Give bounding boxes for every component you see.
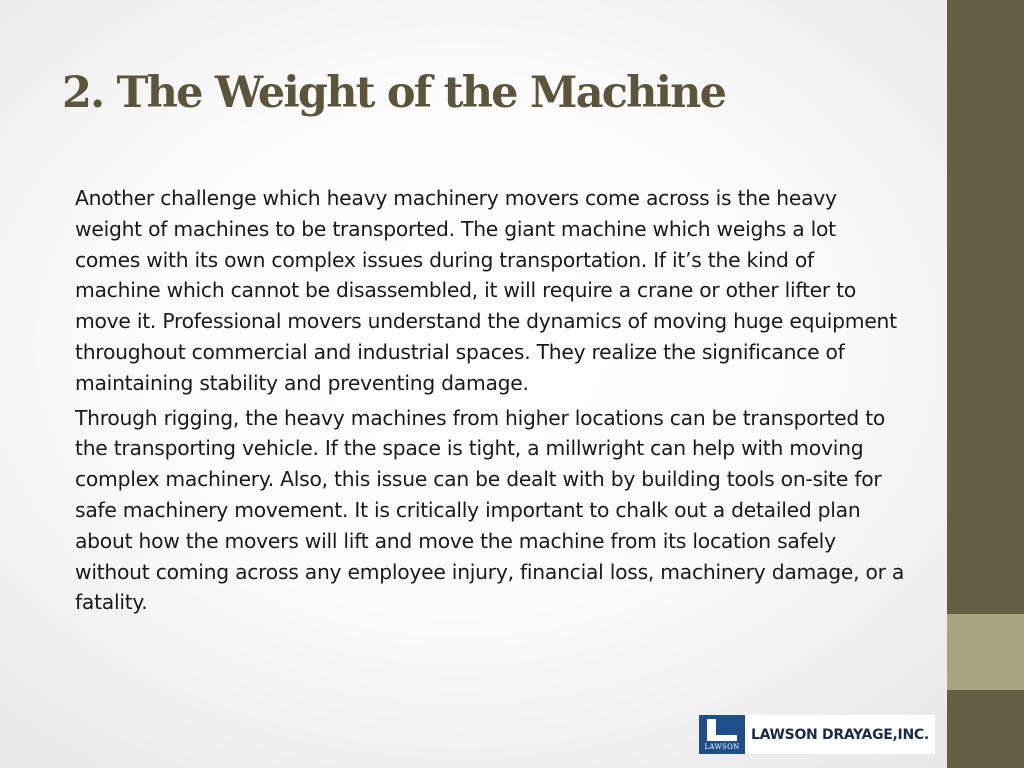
company-logo (699, 715, 935, 754)
company-name: LAWSON DRAYAGE,INC. (751, 726, 929, 743)
slide-title: 2. The Weight of the Machine (62, 68, 726, 118)
lawson-logo-icon (699, 715, 745, 754)
logo-mark-text: LAWSON (704, 743, 740, 751)
body-paragraph-2: Through rigging, the heavy machines from higher locations can be transported to the transporting vehicle. If the space is tight, a millwright can help with moving complex machinery. Also, this issue can be dealt with by building tools on-site for safe machinery movement. It is critically important to chalk out a detailed plan about how the movers will lift and move the machine from its location safely without coming across any employee injury, financial loss, machinery damage, or a fatality. (75, 405, 905, 615)
body-paragraph-1: Another challenge which heavy machinery movers come across is the heavy weight of machines to be transported. The giant machine which weighs a lot comes with its own complex issues during transportation. If it’s the kind of machine which cannot be disassembled, it will require a crane or other lifter to move it. Professional movers understand the dynamics of moving huge equipment throughout commercial and industrial spaces. They realize the significance of maintaining stability and preventing damage. (75, 186, 897, 395)
decorative-side-accent (947, 614, 1024, 690)
slide-body (75, 183, 905, 622)
